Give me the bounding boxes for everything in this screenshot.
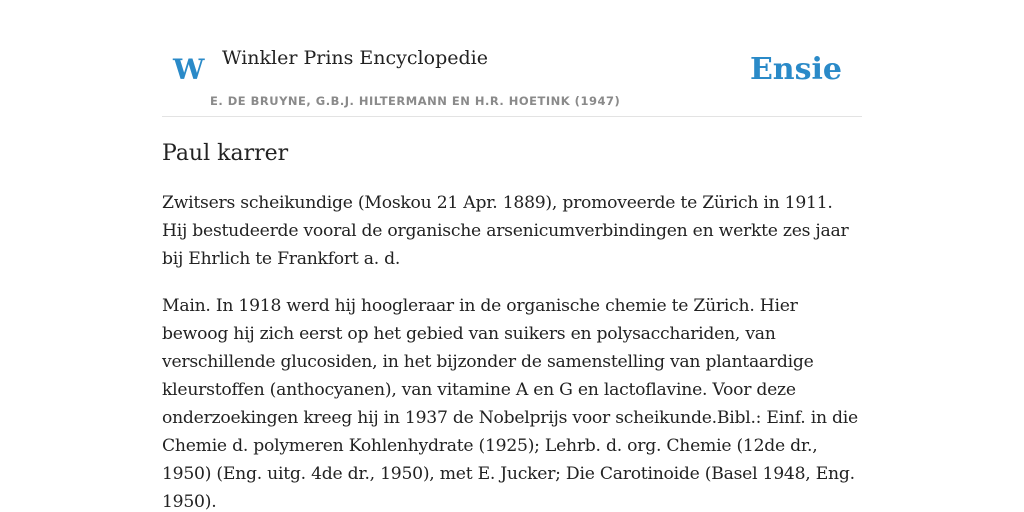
- brand-logo[interactable]: Ensie: [749, 52, 842, 87]
- article-title: Paul karrer: [162, 141, 289, 166]
- publication-logo[interactable]: W: [173, 53, 205, 86]
- publication-authors: E. DE BRUYNE, G.B.J. HILTERMANN EN H.R. HOETINK (1947): [210, 94, 621, 108]
- article: [162, 138, 862, 512]
- site-header: [162, 0, 862, 117]
- article-paragraph-2: Main. In 1918 werd hij hoogleraar in de organische chemie te Zürich. Hier bewoog hij zich eerst op het gebied van suikers en polysacchariden, van verschillende glucosiden, in het bijzonder de samenstelling van plantaardige kleurstoffen (anthocyanen), van vitamine A en G en lactoflavine. Voor deze onderzoekingen kreeg hij in 1937 de Nobelprijs voor scheikunde.Bibl.: Einf. in die Chemie d. polymeren Kohlenhydrate (1925); Lehrb. d. org. Chemie (12de dr., 1950) (Eng. uitg. 4de dr., 1950), met E. Jucker; Die Carotinoide (Basel 1948, Eng. 1950).: [162, 296, 858, 512]
- article-paragraph-1: Zwitsers scheikundige (Moskou 21 Apr. 1889), promoveerde te Zürich in 1911. Hij bestudeerde vooral de organische arsenicumverbindingen en werkte zes jaar bij Ehrlich te Frankfort a. d.: [162, 193, 849, 269]
- publication-title[interactable]: Winkler Prins Encyclopedie: [222, 47, 488, 69]
